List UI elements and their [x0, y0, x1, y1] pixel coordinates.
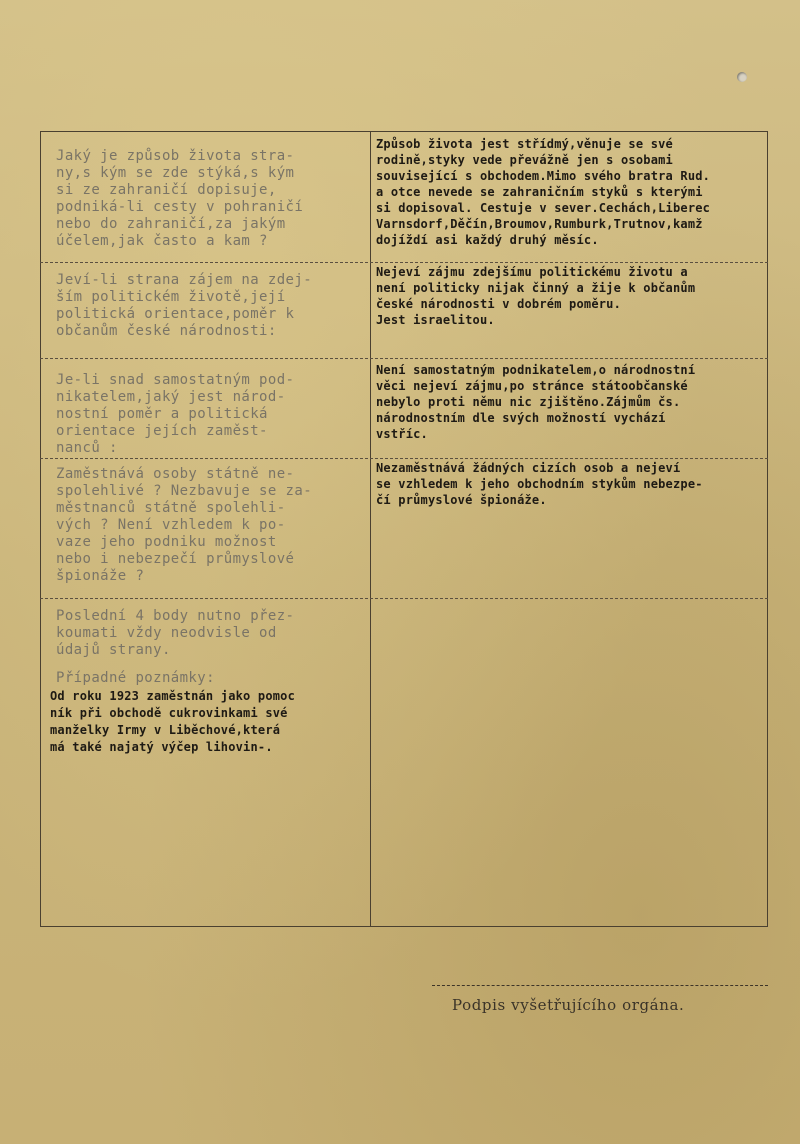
table-left-border: [40, 131, 41, 926]
question-employees: Zaměstnává osoby státně ne- spolehlivé ? Nezbavuje se za- městnanců státně spolehli- vých ? Není vzhledem k po- vaze jeho podniku možnost nebo i nebezpečí průmyslové špionáže ?: [56, 466, 313, 584]
punch-hole: [737, 72, 747, 82]
question-lifestyle: Jaký je způsob života stra- ny,s kým se zde stýká,s kým si ze zahraničí dopisuje, podniká-li cesty v pohraničí nebo do zahraničí,za jakým účelem,jak často a kam ?: [56, 148, 304, 249]
answer-political-interest: Nejeví zájmu zdejšímu politickému životu a není politicky nijak činný a žije k občanům české národnosti v dobrém poměru. Jest israelitou.: [376, 265, 696, 327]
row-divider-4: [40, 598, 768, 600]
signature-label: Podpis vyšetřujícího orgána.: [452, 996, 685, 1014]
remarks-label: Případné poznámky:: [56, 670, 215, 686]
answer-lifestyle: Způsob života jest střídmý,věnuje se své rodině,styky vede převážně jen s osobami související s obchodem.Mimo svého bratra Rud. a otce nevede se zahraničním styků s kterými si dopisoval. Cestuje v sever.Cechách,Liberec Varnsdorf,Děčín,Broumov,Rumburk,Trutnov,kamž dojíždí asi každý druhý měsíc.: [376, 137, 711, 247]
signature-line: [432, 985, 768, 986]
question-entrepreneur: Je-li snad samostatným pod- nikatelem,jaký jest národ- nostní poměr a politická orientace jejích zaměst- nanců :: [56, 372, 295, 456]
table-top-border: [40, 131, 768, 132]
answer-employees: Nezaměstnává žádných cizích osob a nejeví se vzhledem k jeho obchodním stykům nebezpe- čí průmyslové špionáže.: [376, 461, 703, 507]
table-right-border: [767, 131, 768, 926]
question-political-interest: Jeví-li strana zájem na zdej- ším politickém životě,její politická orientace,poměr k občanům české národnosti:: [56, 272, 313, 339]
remarks-text: Od roku 1923 zaměstnán jako pomoc ník při obchodě cukrovinkami své manželky Irmy v Liběchové,která má také najatý výčep lihovin-.: [50, 689, 296, 754]
row-divider-2: [40, 358, 768, 360]
question-verification-note: Poslední 4 body nutno přez- koumati vždy neodvisle od údajů strany.: [56, 608, 295, 658]
answer-entrepreneur: Není samostatným podnikatelem,o národnostní věci nejeví zájmu,po stránce státoobčanské nebylo proti němu nic zjištěno.Zájmům čs. národnostním dle svých možností vychází vstříc.: [376, 363, 696, 441]
table-bottom-border: [40, 926, 768, 927]
